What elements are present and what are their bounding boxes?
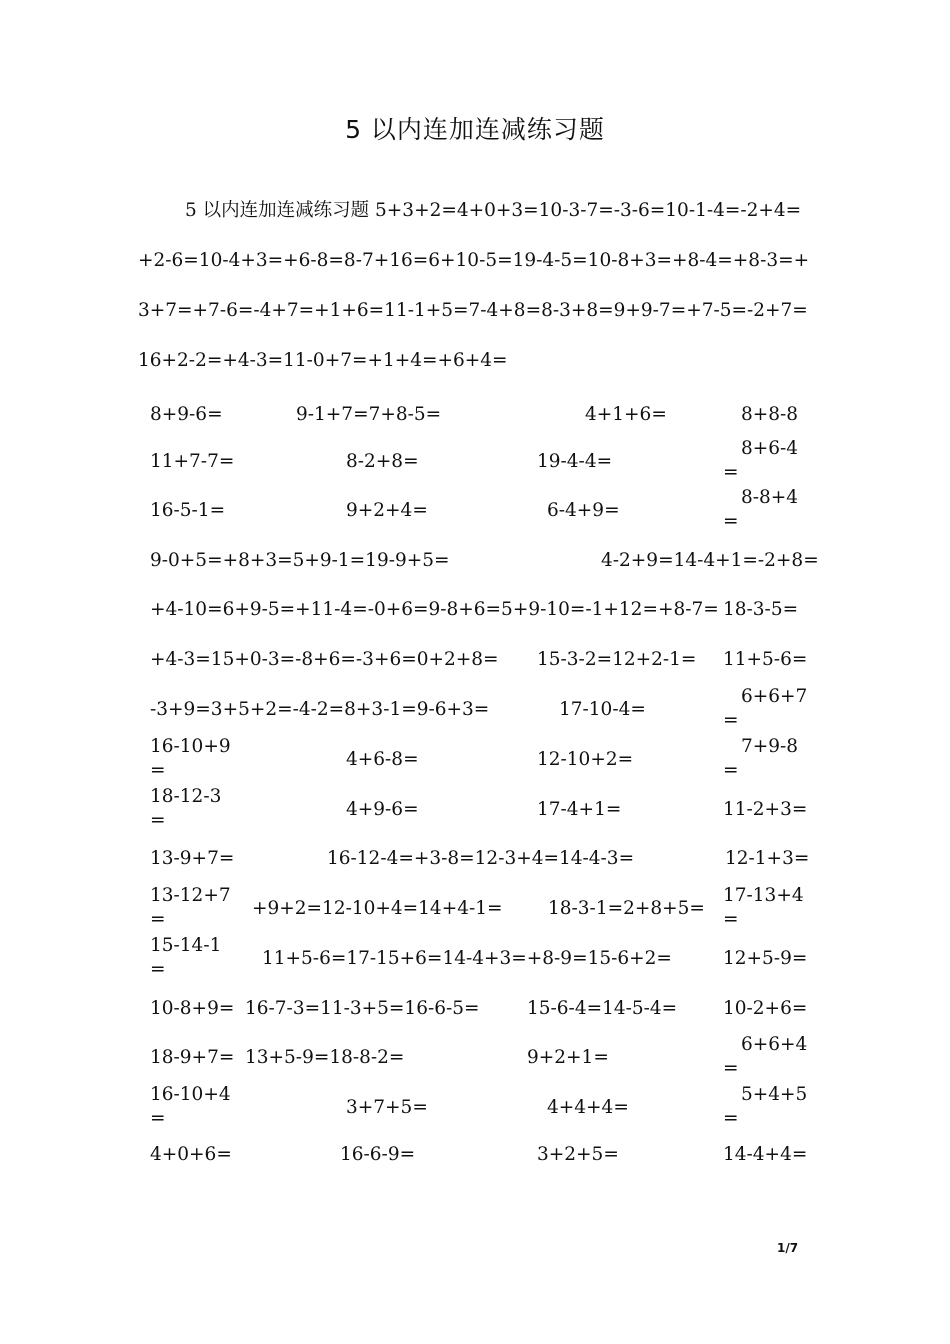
- exercise: 7+9-8 =: [723, 736, 799, 781]
- exercise: 4+4+4=: [547, 1097, 629, 1118]
- exercise: 16-10+9 =: [150, 736, 231, 781]
- exercise: 16-5-1=: [150, 500, 226, 521]
- exercise: 17-4+1=: [537, 799, 622, 820]
- exercise: 8+9-6=: [150, 404, 223, 425]
- page-title: 5 以内连加连减练习题: [345, 115, 605, 144]
- exercise: 18-12-3 =: [150, 786, 222, 831]
- exercise: 8+6-4 =: [723, 438, 799, 483]
- exercise: 15-14-1 =: [150, 935, 222, 980]
- exercise: 4+6-8=: [346, 749, 419, 770]
- exercise: 6+6+4 =: [723, 1034, 808, 1079]
- exercise: 3+7+5=: [346, 1097, 428, 1118]
- exercise: 16-10+4 =: [150, 1084, 231, 1129]
- exercise: 3+2+5=: [537, 1144, 619, 1165]
- exercise: 11+5-6=17-15+6=14-4+3=+8-9=15-6+2=: [262, 948, 672, 969]
- exercise: 9-0+5=+8+3=5+9-1=19-9+5=: [150, 550, 450, 571]
- exercise: 12-10+2=: [537, 749, 634, 770]
- exercise: 9+2+4=: [346, 500, 428, 521]
- exercise: 6-4+9=: [547, 500, 620, 521]
- exercise: 5+4+5 =: [723, 1084, 808, 1129]
- exercise: 8-2+8=: [346, 451, 419, 472]
- exercise: 8-8+4 =: [723, 487, 799, 532]
- exercise: 17-13+4 =: [723, 885, 804, 930]
- exercise: 15-6-4=14-5-4=: [527, 998, 678, 1019]
- exercise: 16-12-4=+3-8=12-3+4=14-4-3=: [327, 848, 635, 869]
- exercise: 13-9+7=: [150, 848, 235, 869]
- exercise: 15-3-2=12+2-1=: [537, 649, 697, 670]
- exercise: 6+6+7 =: [723, 686, 808, 731]
- exercise: 19-4-4=: [537, 451, 613, 472]
- exercise: +4-10=6+9-5=+11-4=-0+6=9-8+6=5+9-10=-1+12=+8-7=: [150, 599, 719, 620]
- exercise: +9+2=12-10+4=14+4-1=: [252, 898, 503, 919]
- exercise: 18-9+7=: [150, 1047, 235, 1068]
- exercise: 11+5-6=: [723, 649, 808, 670]
- exercise: 17-10-4=: [559, 699, 646, 720]
- exercise: 9-1+7=7+8-5=: [296, 404, 442, 425]
- exercise: 8+8-8: [741, 404, 799, 425]
- exercise: -3+9=3+5+2=-4-2=8+3-1=9-6+3=: [150, 699, 490, 720]
- exercise: 13-12+7 =: [150, 885, 231, 930]
- exercise: 4+0+6=: [150, 1144, 232, 1165]
- exercise: 13+5-9=18-8-2=: [245, 1047, 405, 1068]
- exercise: 9+2+1=: [527, 1047, 609, 1068]
- exercise: 4+1+6=: [585, 404, 667, 425]
- exercise: 12+5-9=: [723, 948, 808, 969]
- exercise: 14-4+4=: [723, 1144, 808, 1165]
- exercise: 18-3-5=: [723, 599, 799, 620]
- intro-paragraph: 5 以内连加连减练习题 5+3+2=4+0+3=10-3-7=-3-6=10-1-4=-2+4=+2-6=10-4+3=+6-8=8-7+16=6+10-5=19-4-5=10-8+3=+8-4=+8-3=+3+7=+7-6=-4+7=+1+6=11-1+5=7-4+8=8-3+8=9+9-7=+7-5=-2+7=16+2-2=+4-3=11-0+7=+1+4=+6+4=: [138, 200, 810, 371]
- exercise: 10-8+9=: [150, 998, 235, 1019]
- exercise: 16-7-3=11-3+5=16-6-5=: [245, 998, 480, 1019]
- page-number: 1/7: [777, 1241, 799, 1255]
- exercise: 4+9-6=: [346, 799, 419, 820]
- exercise: 16-6-9=: [340, 1144, 416, 1165]
- exercise: 4-2+9=14-4+1=-2+8=: [601, 550, 819, 571]
- exercise: 10-2+6=: [723, 998, 808, 1019]
- exercise: 12-1+3=: [725, 848, 810, 869]
- exercise: 11-2+3=: [723, 799, 808, 820]
- exercise: 11+7-7=: [150, 451, 235, 472]
- exercise: 18-3-1=2+8+5=: [548, 898, 705, 919]
- exercise: +4-3=15+0-3=-8+6=-3+6=0+2+8=: [150, 649, 499, 670]
